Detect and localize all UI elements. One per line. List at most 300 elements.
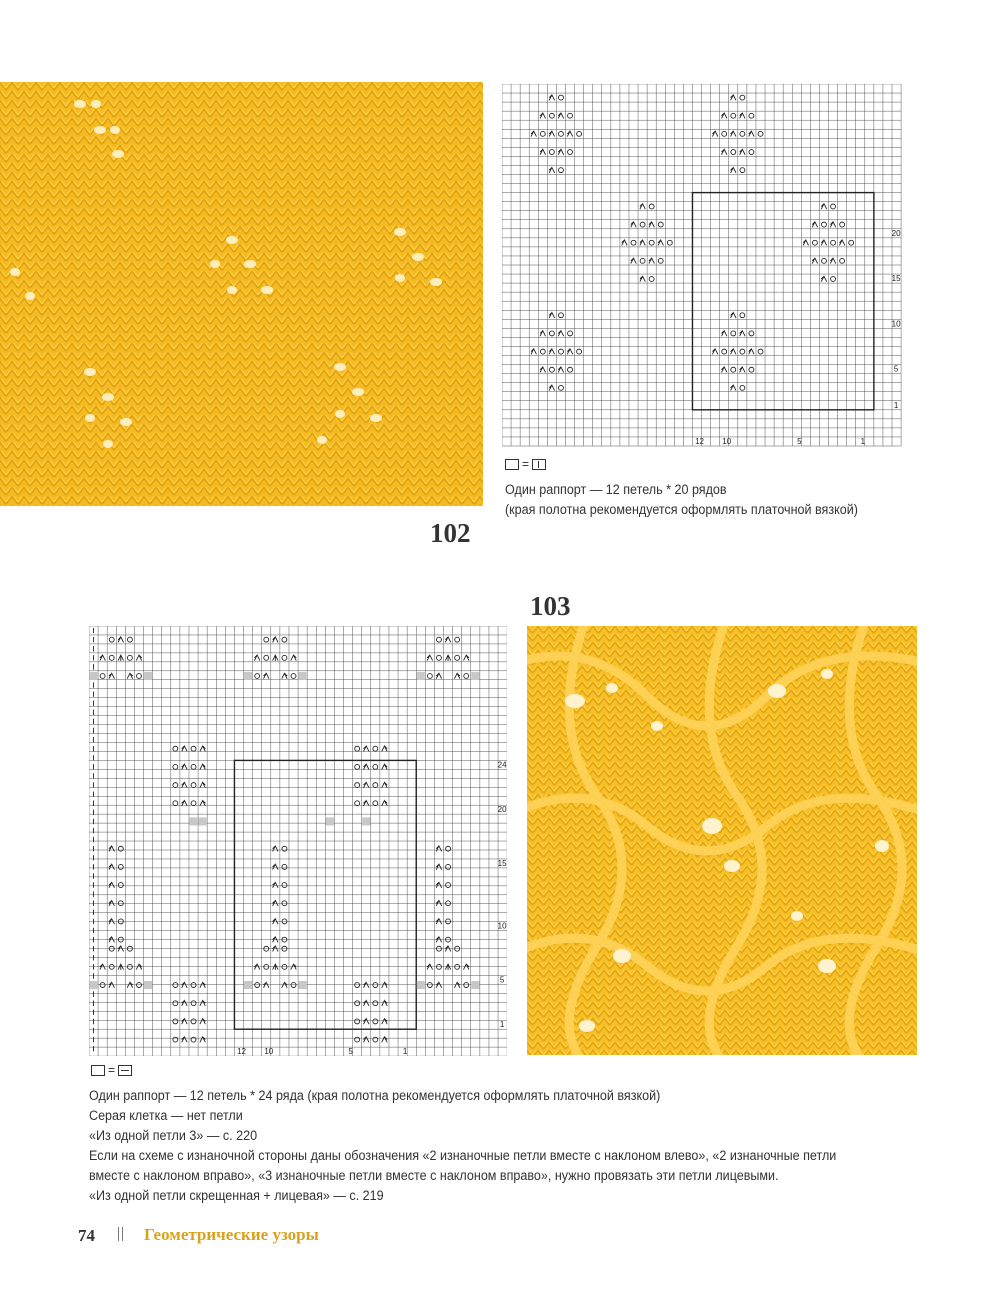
yarn-over-symbol xyxy=(127,637,132,642)
decrease-left-symbol xyxy=(812,222,817,227)
decrease-left-symbol xyxy=(558,113,563,118)
yarn-over-symbol xyxy=(173,983,178,988)
pattern-number-103: 103 xyxy=(530,591,571,621)
yarn-over-symbol xyxy=(137,674,142,679)
chart-grid xyxy=(89,626,507,1056)
yarn-over-symbol xyxy=(109,655,114,660)
yarn-over-symbol xyxy=(109,964,114,969)
yarn-over-symbol xyxy=(568,367,573,372)
yarn-over-symbol xyxy=(577,131,582,136)
decrease-right-symbol xyxy=(382,746,387,751)
yarn-over-symbol xyxy=(446,864,451,869)
yarn-over-symbol xyxy=(173,746,178,751)
decrease-left-symbol xyxy=(436,846,441,851)
decrease-left-symbol xyxy=(182,746,187,751)
yarn-over-symbol xyxy=(749,367,754,372)
yarn-over-symbol xyxy=(568,331,573,336)
yarn-over-symbol xyxy=(640,258,645,263)
yarn-over-symbol xyxy=(355,746,360,751)
decrease-left-symbol xyxy=(273,846,278,851)
yarn-over-symbol xyxy=(740,385,745,390)
decrease-left-symbol xyxy=(721,113,726,118)
chart-102 xyxy=(502,84,906,450)
yarn-over-symbol xyxy=(631,240,636,245)
yarn-over-symbol xyxy=(127,655,132,660)
yarn-over-symbol xyxy=(540,349,545,354)
yarn-over-symbol xyxy=(446,883,451,888)
yarn-over-symbol xyxy=(282,883,287,888)
decrease-left-symbol xyxy=(100,964,105,969)
decrease-right-symbol xyxy=(291,964,296,969)
row-label: 15 xyxy=(497,858,507,868)
yarn-over-symbol xyxy=(749,150,754,155)
column-label: 10 xyxy=(722,436,732,446)
yarn-over-symbol xyxy=(437,964,442,969)
decrease-left-symbol xyxy=(109,901,114,906)
decrease-left-symbol xyxy=(649,258,654,263)
column-label: 1 xyxy=(860,436,866,446)
no-stitch-cell xyxy=(299,981,307,989)
yarn-over-symbol xyxy=(355,983,360,988)
decrease-3-symbol xyxy=(118,655,123,661)
column-label: 12 xyxy=(237,1047,246,1056)
chart-103 xyxy=(89,626,507,1056)
decrease-right-symbol xyxy=(127,673,132,678)
yarn-over-symbol xyxy=(649,277,654,282)
decrease-left-symbol xyxy=(264,982,269,987)
row-label: 1 xyxy=(499,1020,505,1030)
yarn-over-symbol xyxy=(373,764,378,769)
yarn-over-symbol xyxy=(740,313,745,318)
decrease-left-symbol xyxy=(436,901,441,906)
yarn-over-symbol xyxy=(118,901,123,906)
decrease-left-symbol xyxy=(436,864,441,869)
decrease-right-symbol xyxy=(382,764,387,769)
yarn-over-symbol xyxy=(373,1001,378,1006)
yarn-over-symbol xyxy=(831,204,836,209)
decrease-left-symbol xyxy=(182,1019,187,1024)
decrease-right-symbol xyxy=(382,1019,387,1024)
column-label: 5 xyxy=(348,1047,353,1056)
yarn-over-symbol xyxy=(191,783,196,788)
yarn-over-symbol xyxy=(549,113,554,118)
legend-103 xyxy=(91,1063,132,1077)
decrease-left-symbol xyxy=(740,331,745,336)
column-label: 12 xyxy=(695,436,704,446)
yarn-over-symbol xyxy=(749,331,754,336)
yarn-over-symbol xyxy=(559,385,564,390)
decrease-left-symbol xyxy=(182,782,187,787)
yarn-over-symbol xyxy=(264,964,269,969)
decrease-left-symbol xyxy=(830,258,835,263)
decrease-left-symbol xyxy=(364,1001,369,1006)
decrease-left-symbol xyxy=(839,240,844,245)
decrease-left-symbol xyxy=(640,276,645,281)
decrease-left-symbol xyxy=(549,167,554,172)
decrease-left-symbol xyxy=(109,982,114,987)
no-stitch-cell xyxy=(199,817,207,825)
yarn-over-symbol xyxy=(822,222,827,227)
yarn-over-symbol xyxy=(191,983,196,988)
yarn-over-symbol xyxy=(658,258,663,263)
yarn-over-symbol xyxy=(427,674,432,679)
decrease-left-symbol xyxy=(558,149,563,154)
yarn-over-symbol xyxy=(446,846,451,851)
footer-separator xyxy=(118,1227,123,1241)
decrease-left-symbol xyxy=(531,131,536,136)
yarn-over-symbol xyxy=(264,637,269,642)
yarn-over-symbol xyxy=(559,131,564,136)
no-stitch-cell xyxy=(244,981,252,989)
yarn-over-symbol xyxy=(173,1001,178,1006)
decrease-left-symbol xyxy=(567,131,572,136)
note-line: Серая клетка — нет петли xyxy=(89,1108,243,1123)
yarn-over-symbol xyxy=(191,764,196,769)
decrease-right-symbol xyxy=(382,982,387,987)
note-line: Один раппорт — 12 петель * 20 рядов xyxy=(505,482,727,497)
yarn-over-symbol xyxy=(731,150,736,155)
yarn-over-symbol xyxy=(731,367,736,372)
column-label: 5 xyxy=(797,436,802,446)
decrease-3-symbol xyxy=(445,655,450,661)
yarn-over-symbol xyxy=(137,983,142,988)
decrease-left-symbol xyxy=(821,276,826,281)
decrease-3-symbol xyxy=(273,964,278,970)
decrease-right-symbol xyxy=(200,764,205,769)
decrease-left-symbol xyxy=(712,131,717,136)
decrease-left-symbol xyxy=(721,149,726,154)
yarn-over-symbol xyxy=(540,131,545,136)
decrease-left-symbol xyxy=(254,964,259,969)
empty-cell-icon xyxy=(505,459,519,470)
yarn-over-symbol xyxy=(840,222,845,227)
decrease-left-symbol xyxy=(273,901,278,906)
no-stitch-cell xyxy=(144,981,152,989)
row-label: 5 xyxy=(893,364,899,374)
decrease-left-symbol xyxy=(364,746,369,751)
legend-equals: = xyxy=(108,1063,116,1077)
yarn-over-symbol xyxy=(255,983,260,988)
decrease-left-symbol xyxy=(445,637,450,642)
decrease-left-symbol xyxy=(436,673,441,678)
decrease-3-symbol xyxy=(273,655,278,661)
decrease-left-symbol xyxy=(109,919,114,924)
yarn-over-symbol xyxy=(264,655,269,660)
notes-103 xyxy=(89,1086,836,1206)
legend-equals: = xyxy=(522,457,530,471)
yarn-over-symbol xyxy=(640,222,645,227)
yarn-over-symbol xyxy=(455,655,460,660)
decrease-left-symbol xyxy=(731,131,736,136)
yarn-over-symbol xyxy=(455,964,460,969)
decrease-left-symbol xyxy=(364,1019,369,1024)
row-label: 10 xyxy=(497,921,507,931)
yarn-over-symbol xyxy=(173,783,178,788)
yarn-over-symbol xyxy=(740,168,745,173)
yarn-over-symbol xyxy=(173,1019,178,1024)
decrease-left-symbol xyxy=(427,655,432,660)
decrease-left-symbol xyxy=(182,1001,187,1006)
no-stitch-cell xyxy=(417,672,425,680)
yarn-over-symbol xyxy=(373,1037,378,1042)
yarn-over-symbol xyxy=(758,349,763,354)
decrease-left-symbol xyxy=(273,919,278,924)
decrease-left-symbol xyxy=(740,113,745,118)
decrease-left-symbol xyxy=(649,222,654,227)
decrease-left-symbol xyxy=(549,131,554,136)
yarn-over-symbol xyxy=(191,1001,196,1006)
decrease-right-symbol xyxy=(454,982,459,987)
no-stitch-cell xyxy=(299,672,307,680)
yarn-over-symbol xyxy=(355,783,360,788)
decrease-left-symbol xyxy=(549,95,554,100)
decrease-left-symbol xyxy=(640,204,645,209)
page-number: 74 xyxy=(78,1226,95,1245)
decrease-left-symbol xyxy=(109,864,114,869)
decrease-left-symbol xyxy=(436,882,441,887)
yarn-over-symbol xyxy=(109,637,114,642)
yarn-over-symbol xyxy=(118,919,123,924)
no-stitch-cell xyxy=(144,672,152,680)
yarn-over-symbol xyxy=(437,655,442,660)
decrease-left-symbol xyxy=(622,240,627,245)
decrease-left-symbol xyxy=(549,349,554,354)
decrease-left-symbol xyxy=(182,982,187,987)
decrease-left-symbol xyxy=(740,367,745,372)
yarn-over-symbol xyxy=(373,746,378,751)
yarn-over-symbol xyxy=(577,349,582,354)
decrease-left-symbol xyxy=(118,637,123,642)
decrease-left-symbol xyxy=(558,331,563,336)
yarn-over-symbol xyxy=(559,95,564,100)
yarn-over-symbol xyxy=(118,846,123,851)
decrease-3-symbol xyxy=(118,964,123,970)
no-stitch-cell xyxy=(417,981,425,989)
yarn-over-symbol xyxy=(722,131,727,136)
decrease-left-symbol xyxy=(731,95,736,100)
yarn-over-symbol xyxy=(549,367,554,372)
decrease-right-symbol xyxy=(200,782,205,787)
yarn-over-symbol xyxy=(373,983,378,988)
column-label: 10 xyxy=(264,1047,274,1056)
yarn-over-symbol xyxy=(446,919,451,924)
yarn-over-symbol xyxy=(282,864,287,869)
note-line: вместе с наклоном вправо», «3 изнаночные петли вместе с наклоном вправо», нужно провязать эти петли лицевыми. xyxy=(89,1168,779,1183)
decrease-left-symbol xyxy=(812,258,817,263)
no-stitch-cell xyxy=(326,817,334,825)
decrease-right-symbol xyxy=(382,1001,387,1006)
yarn-over-symbol xyxy=(722,349,727,354)
yarn-over-symbol xyxy=(822,258,827,263)
decrease-left-symbol xyxy=(631,222,636,227)
yarn-over-symbol xyxy=(118,864,123,869)
yarn-over-symbol xyxy=(658,222,663,227)
decrease-left-symbol xyxy=(749,349,754,354)
decrease-left-symbol xyxy=(721,331,726,336)
yarn-over-symbol xyxy=(464,983,469,988)
decrease-left-symbol xyxy=(640,240,645,245)
decrease-right-symbol xyxy=(136,655,141,660)
yarn-over-symbol xyxy=(649,204,654,209)
decrease-right-symbol xyxy=(200,1037,205,1042)
decrease-right-symbol xyxy=(282,982,287,987)
decrease-left-symbol xyxy=(731,385,736,390)
decrease-left-symbol xyxy=(549,385,554,390)
decrease-right-symbol xyxy=(282,673,287,678)
decrease-left-symbol xyxy=(731,167,736,172)
decrease-left-symbol xyxy=(273,864,278,869)
yarn-over-symbol xyxy=(355,764,360,769)
no-stitch-cell xyxy=(244,672,252,680)
decrease-right-symbol xyxy=(136,964,141,969)
yarn-over-symbol xyxy=(173,764,178,769)
decrease-left-symbol xyxy=(436,919,441,924)
decrease-right-symbol xyxy=(127,982,132,987)
yarn-over-symbol xyxy=(355,1037,360,1042)
yarn-over-symbol xyxy=(549,331,554,336)
decrease-left-symbol xyxy=(109,846,114,851)
yarn-over-symbol xyxy=(191,1037,196,1042)
knit-photo-102 xyxy=(0,82,483,506)
decrease-right-symbol xyxy=(464,655,469,660)
decrease-left-symbol xyxy=(658,240,663,245)
note-line: Если на схеме с изнаночной стороны даны обозначения «2 изнаночные петли вместе с наклоном влево», «2 изнаночные петли xyxy=(89,1148,837,1163)
yarn-over-symbol xyxy=(568,113,573,118)
decrease-left-symbol xyxy=(821,240,826,245)
no-stitch-cell xyxy=(90,672,98,680)
row-label: 5 xyxy=(499,975,505,985)
yarn-over-symbol xyxy=(282,964,287,969)
decrease-3-symbol xyxy=(445,964,450,970)
note-line: «Из одной петли 3» — с. 220 xyxy=(89,1128,258,1143)
yarn-over-symbol xyxy=(831,277,836,282)
decrease-left-symbol xyxy=(540,367,545,372)
decrease-left-symbol xyxy=(182,764,187,769)
decrease-right-symbol xyxy=(200,746,205,751)
decrease-right-symbol xyxy=(200,1019,205,1024)
yarn-over-symbol xyxy=(255,674,260,679)
knit-photo-103 xyxy=(527,626,917,1055)
row-label: 24 xyxy=(497,760,507,770)
decrease-left-symbol xyxy=(364,782,369,787)
yarn-over-symbol xyxy=(291,983,296,988)
row-label: 15 xyxy=(891,274,901,284)
decrease-left-symbol xyxy=(364,1037,369,1042)
decrease-left-symbol xyxy=(821,204,826,209)
decrease-right-symbol xyxy=(454,673,459,678)
yarn-over-symbol xyxy=(100,983,105,988)
yarn-over-symbol xyxy=(559,168,564,173)
yarn-over-symbol xyxy=(731,331,736,336)
yarn-over-symbol xyxy=(173,1037,178,1042)
decrease-left-symbol xyxy=(264,673,269,678)
yarn-over-symbol xyxy=(812,240,817,245)
section-title: Геометрические узоры xyxy=(144,1225,319,1244)
decrease-left-symbol xyxy=(540,331,545,336)
decrease-right-symbol xyxy=(291,655,296,660)
yarn-over-symbol xyxy=(831,240,836,245)
note-line: (края полотна рекомендуется оформлять платочной вязкой) xyxy=(505,502,858,517)
decrease-left-symbol xyxy=(731,349,736,354)
decrease-left-symbol xyxy=(109,673,114,678)
decrease-left-symbol xyxy=(740,149,745,154)
yarn-over-symbol xyxy=(740,95,745,100)
decrease-right-symbol xyxy=(200,982,205,987)
yarn-over-symbol xyxy=(840,258,845,263)
row-label: 10 xyxy=(891,319,901,329)
yarn-over-symbol xyxy=(464,674,469,679)
decrease-right-symbol xyxy=(382,782,387,787)
decrease-left-symbol xyxy=(830,222,835,227)
decrease-left-symbol xyxy=(109,882,114,887)
yarn-over-symbol xyxy=(549,150,554,155)
decrease-left-symbol xyxy=(549,313,554,318)
yarn-over-symbol xyxy=(127,964,132,969)
yarn-over-symbol xyxy=(355,1019,360,1024)
chart-grid xyxy=(502,84,901,446)
yarn-over-symbol xyxy=(740,131,745,136)
decrease-left-symbol xyxy=(731,313,736,318)
purl-stitch-icon xyxy=(118,1065,132,1076)
decrease-left-symbol xyxy=(712,349,717,354)
no-stitch-cell xyxy=(189,817,197,825)
yarn-over-symbol xyxy=(191,746,196,751)
pattern-number-102: 102 xyxy=(430,518,471,548)
yarn-over-symbol xyxy=(740,349,745,354)
yarn-over-symbol xyxy=(282,637,287,642)
yarn-over-symbol xyxy=(191,1019,196,1024)
decrease-left-symbol xyxy=(364,764,369,769)
yarn-over-symbol xyxy=(849,240,854,245)
decrease-left-symbol xyxy=(273,637,278,642)
decrease-left-symbol xyxy=(540,149,545,154)
legend-102 xyxy=(505,457,546,471)
decrease-left-symbol xyxy=(567,349,572,354)
decrease-right-symbol xyxy=(464,964,469,969)
yarn-over-symbol xyxy=(446,901,451,906)
yarn-over-symbol xyxy=(291,674,296,679)
yarn-over-symbol xyxy=(282,901,287,906)
yarn-over-symbol xyxy=(559,313,564,318)
no-stitch-cell xyxy=(471,672,479,680)
decrease-right-symbol xyxy=(200,1001,205,1006)
yarn-over-symbol xyxy=(559,349,564,354)
yarn-over-symbol xyxy=(427,983,432,988)
row-label: 1 xyxy=(893,400,899,410)
yarn-over-symbol xyxy=(100,674,105,679)
chart-symbols xyxy=(90,628,480,1052)
decrease-left-symbol xyxy=(100,655,105,660)
notes-102 xyxy=(505,480,858,520)
yarn-over-symbol xyxy=(437,637,442,642)
decrease-left-symbol xyxy=(749,131,754,136)
decrease-left-symbol xyxy=(558,367,563,372)
yarn-over-symbol xyxy=(667,240,672,245)
knit-stitch-icon xyxy=(532,459,546,470)
decrease-right-symbol xyxy=(382,1037,387,1042)
yarn-over-symbol xyxy=(455,637,460,642)
no-stitch-cell xyxy=(90,981,98,989)
yarn-over-symbol xyxy=(355,1001,360,1006)
decrease-left-symbol xyxy=(182,1037,187,1042)
decrease-left-symbol xyxy=(364,982,369,987)
decrease-left-symbol xyxy=(254,655,259,660)
decrease-left-symbol xyxy=(721,367,726,372)
no-stitch-cell xyxy=(362,817,370,825)
yarn-over-symbol xyxy=(758,131,763,136)
decrease-left-symbol xyxy=(631,258,636,263)
yarn-over-symbol xyxy=(373,783,378,788)
